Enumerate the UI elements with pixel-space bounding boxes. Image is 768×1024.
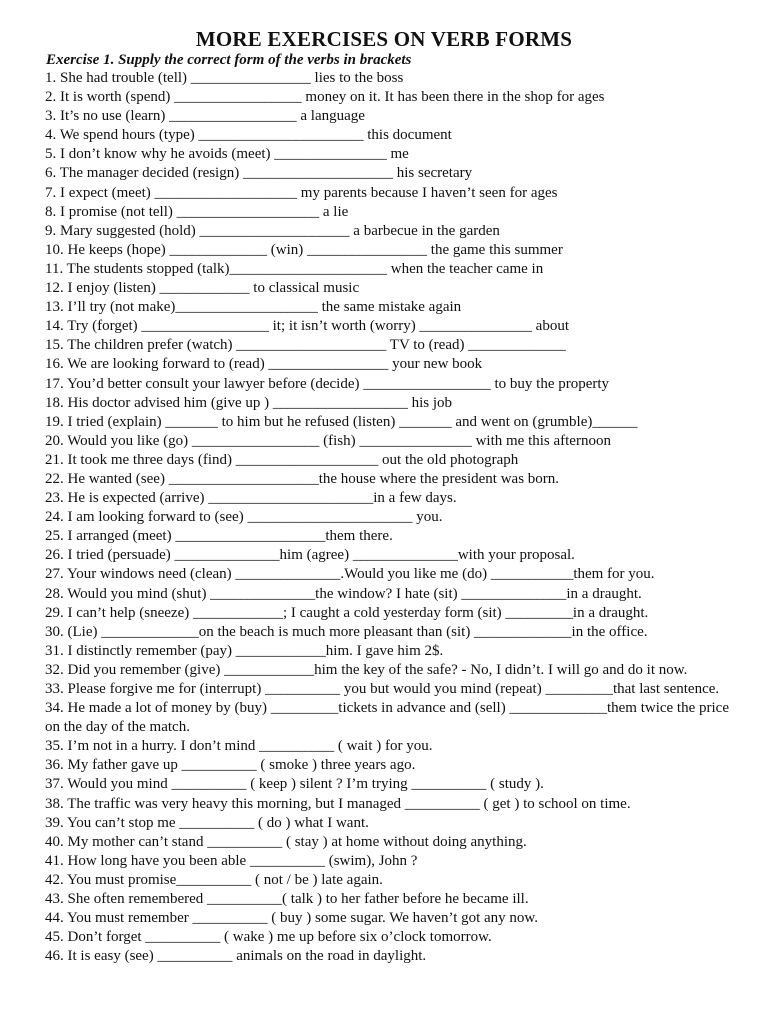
exercise-item: 11. The students stopped (talk)_____________________ when the teacher came in: [45, 260, 544, 277]
exercise-item: 30. (Lie) _____________on the beach is much more pleasant than (sit) _____________in the office.: [45, 623, 648, 640]
exercise-item: 43. She often remembered __________( talk ) to her father before he became ill.: [45, 891, 529, 908]
exercise-item: 45. Don’t forget __________ ( wake ) me up before six o’clock tomorrow.: [45, 929, 492, 946]
exercise-item: 8. I promise (not tell) ___________________ a lie: [45, 203, 349, 220]
exercise-item: 21. It took me three days (find) ___________________ out the old photograph: [45, 451, 519, 468]
exercise-item: 34. He made a lot of money by (buy) _________tickets in advance and (sell) _____________them twice the price on the day of the match.: [45, 700, 729, 736]
exercise-item: 35. I’m not in a hurry. I don’t mind __________ ( wait ) for you.: [45, 738, 433, 755]
exercise-item: 29. I can’t help (sneeze) ____________; I caught a cold yesterday form (sit) _________in a draught.: [45, 604, 649, 621]
exercise-item: 7. I expect (meet) ___________________ my parents because I haven’t seen for ages: [45, 184, 558, 201]
exercise-list: [45, 69, 745, 966]
exercise-item: 39. You can’t stop me __________ ( do ) what I want.: [45, 814, 369, 831]
exercise-item: 2. It is worth (spend) _________________ money on it. It has been there in the shop for ages: [45, 89, 605, 106]
exercise-item: 5. I don’t know why he avoids (meet) _______________ me: [45, 146, 409, 163]
exercise-item: 25. I arranged (meet) ____________________them there.: [45, 528, 393, 545]
exercise-item: 6. The manager decided (resign) ____________________ his secretary: [45, 165, 473, 182]
exercise-item: 22. He wanted (see) ____________________the house where the president was born.: [45, 470, 560, 487]
exercise-item: 1. She had trouble (tell) ________________ lies to the boss: [45, 70, 404, 86]
page-title: MORE EXERCISES ON VERB FORMS: [195, 27, 573, 51]
exercise-item: 37. Would you mind __________ ( keep ) silent ? I’m trying __________ ( study ).: [45, 776, 544, 793]
exercise-item: 33. Please forgive me for (interrupt) __________ you but would you mind (repeat) _________that last sentence.: [45, 681, 720, 697]
exercise-item: 38. The traffic was very heavy this morning, but I managed __________ ( get ) to school on time.: [45, 795, 631, 812]
exercise-item: 24. I am looking forward to (see) ______________________ you.: [45, 509, 443, 526]
exercise-item: 9. Mary suggested (hold) ____________________ a barbecue in the garden: [45, 222, 500, 239]
exercise-item: 23. He is expected (arrive) ______________________in a few days.: [45, 490, 457, 507]
exercise-item: 14. Try (forget) _________________ it; it isn’t worth (worry) _______________ about: [45, 318, 570, 335]
exercise-item: 26. I tried (persuade) ______________him (agree) ______________with your proposal.: [45, 547, 575, 564]
exercise-item: 17. You’d better consult your lawyer before (decide) _________________ to buy the property: [45, 375, 610, 392]
exercise-item: 41. How long have you been able __________ (swim), John ?: [45, 852, 418, 869]
exercise-item: 31. I distinctly remember (pay) ____________him. I gave him 2$.: [45, 642, 444, 659]
exercise-instruction: Exercise 1. Supply the correct form of the verbs in brackets: [46, 52, 412, 68]
exercise-item: 18. His doctor advised him (give up ) __________________ his job: [45, 394, 453, 411]
exercise-item: 13. I’ll try (not make)___________________ the same mistake again: [45, 299, 462, 316]
exercise-item: 10. He keeps (hope) _____________ (win) ________________ the game this summer: [45, 241, 563, 258]
exercise-item: 12. I enjoy (listen) ____________ to classical music: [45, 280, 360, 297]
exercise-item: 3. It’s no use (learn) _________________ a language: [45, 108, 365, 125]
exercise-item: 32. Did you remember (give) ____________him the key of the safe? - No, I didn’t. I will go and do it now.: [45, 661, 688, 678]
exercise-item: 40. My mother can’t stand __________ ( stay ) at home without doing anything.: [45, 833, 527, 850]
exercise-item: 20. Would you like (go) _________________ (fish) _______________ with me this afternoon: [45, 432, 611, 449]
exercise-item: 42. You must promise__________ ( not / be ) late again.: [45, 871, 383, 888]
exercise-item: 16. We are looking forward to (read) ________________ your new book: [45, 356, 483, 373]
exercise-item: 27. Your windows need (clean) ______________.Would you like me (do) ___________them for you.: [45, 566, 655, 583]
exercise-item: 36. My father gave up __________ ( smoke ) three years ago.: [45, 757, 416, 774]
exercise-item: 4. We spend hours (type) ______________________ this document: [45, 127, 452, 144]
exercise-item: 15. The children prefer (watch) ____________________ TV to (read) _____________: [45, 337, 566, 354]
exercise-item: 19. I tried (explain) _______ to him but he refused (listen) _______ and went on (grumble)______: [45, 413, 638, 430]
exercise-item: 28. Would you mind (shut) ______________the window? I hate (sit) ______________in a draught.: [45, 585, 642, 602]
exercise-item: 44. You must remember __________ ( buy ) some sugar. We haven’t got any now.: [45, 910, 539, 927]
exercise-item: 46. It is easy (see) __________ animals on the road in daylight.: [45, 948, 427, 965]
